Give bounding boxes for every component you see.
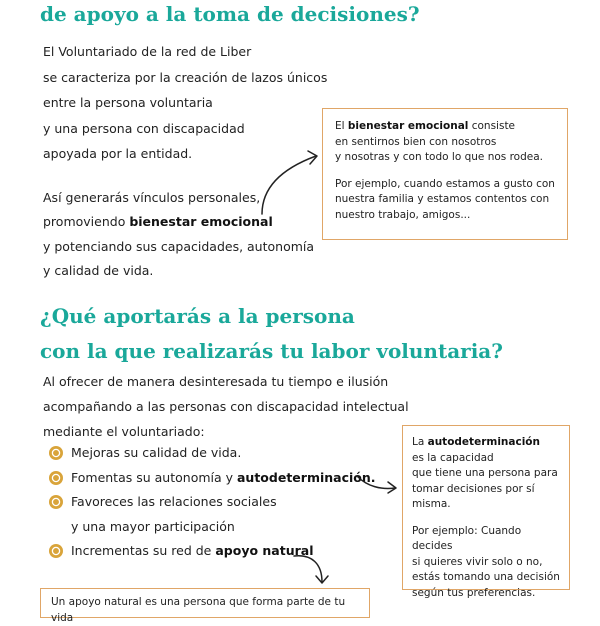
box1-example-line-2: nuestra familia y estamos contentos con (335, 193, 550, 205)
generaras-line-3: y potenciando sus capacidades, autonomía (43, 239, 315, 254)
arrow-icon (250, 140, 330, 220)
bullet-item-4 (71, 543, 314, 558)
autodeterminacion-term: autodeterminación. (237, 470, 376, 485)
box2-example-line-4: según tus preferencias. (412, 586, 536, 599)
arrow-icon (290, 552, 335, 588)
box2-line-1 (412, 435, 561, 451)
box2-line-4: tomar decisiones por sí (412, 482, 535, 495)
intro-line-2: se caracteriza por la creación de lazos únicos (43, 70, 328, 85)
bullet-item-4-text: Incrementas su red de (71, 543, 216, 558)
bullet-circle-icon (48, 494, 64, 510)
arrow-icon (355, 470, 405, 500)
box2-example-line-1: Por ejemplo: Cuando decides (412, 524, 522, 552)
box1-suffix: consiste (468, 120, 516, 132)
apoyo-natural-term: apoyo natural (215, 543, 314, 558)
autodeterminacion-box (402, 425, 570, 599)
box1-prefix: El (335, 120, 348, 132)
box2-line-5: misma. (412, 498, 451, 510)
generaras-line-4: y calidad de vida. (43, 263, 154, 278)
generaras-line-2-text: promoviendo (43, 214, 130, 229)
box2-prefix: La (412, 436, 428, 448)
box2-example-line-3: estás tomando una decisión (412, 571, 560, 583)
apoyo-natural-box (40, 588, 370, 624)
box2-example-line-2: si quieres vivir solo o no, (412, 555, 543, 568)
bullet-item-3-line-1: Favoreces las relaciones sociales (71, 494, 277, 509)
bullet-item-1: Mejoras su calidad de vida. (71, 445, 242, 460)
intro-line-3: entre la persona voluntaria (43, 95, 213, 110)
bienestar-emocional-term: bienestar emocional (129, 214, 273, 229)
box1-line-3: y nosotras y con todo lo que nos rodea. (335, 151, 544, 163)
generaras-line-1: Así generarás vínculos personales, (43, 190, 261, 205)
intro-line-5: apoyada por la entidad. (43, 146, 193, 161)
bullet-circle-icon (48, 445, 64, 461)
bottom-box-text: Un apoyo natural es una persona que forma parte de tu vida (51, 596, 346, 624)
generaras-line-2 (43, 214, 273, 229)
box1-line-2: en sentirnos bien con nosotros (335, 135, 497, 148)
bullet-item-2-text: Fomentas su autonomía y (71, 470, 237, 485)
bullet-circle-icon (48, 543, 64, 559)
bullet-circle-icon (48, 470, 64, 486)
box1-example-line-1: Por ejemplo, cuando estamos a gusto con (335, 177, 555, 190)
box2-line-3: que tiene una persona para (412, 467, 558, 479)
box1-line-1 (335, 119, 557, 135)
ofrecer-line-1: Al ofrecer de manera desinteresada tu tiempo e ilusión (43, 374, 389, 389)
intro-line-4: y una persona con discapacidad (43, 121, 245, 136)
bienestar-emocional-box (322, 108, 568, 240)
box2-line-2: es la capacidad (412, 451, 494, 464)
box1-example-line-3: nuestro trabajo, amigos... (335, 208, 471, 221)
ofrecer-line-2: acompañando a las personas con discapacidad intelectual (43, 399, 409, 414)
ofrecer-line-3: mediante el voluntariado: (43, 424, 205, 439)
section-heading-top: de apoyo a la toma de decisiones? (40, 2, 420, 26)
box1-term: bienestar emocional (347, 120, 469, 132)
bullet-item-3-line-2: y una mayor participación (71, 519, 235, 534)
section-heading-2-line-1: ¿Qué aportarás a la persona (40, 304, 355, 328)
intro-line-1: El Voluntariado de la red de Liber (43, 44, 252, 59)
bullet-item-2 (71, 470, 376, 485)
section-heading-2-line-2: con la que realizarás tu labor voluntaria? (40, 339, 503, 363)
box2-term: autodeterminación (427, 436, 540, 448)
